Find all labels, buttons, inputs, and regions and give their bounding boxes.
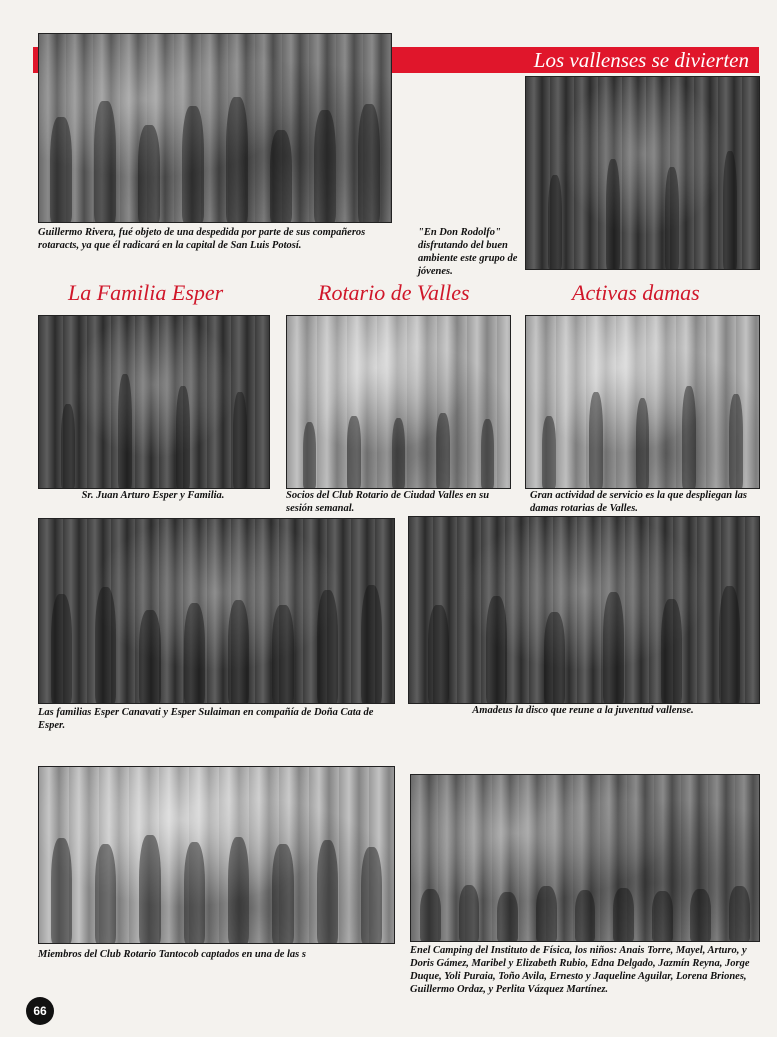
caption-esper: Sr. Juan Arturo Esper y Familia. xyxy=(81,490,225,501)
heading-familia-esper: La Familia Esper xyxy=(68,280,224,305)
heading-activas-damas: Activas damas xyxy=(572,280,700,305)
page-number: 66 xyxy=(26,997,54,1025)
caption-actividad: Gran actividad de servicio es la que despliegan las damas rotarias de Valles. xyxy=(530,490,747,514)
photo-esper-familia xyxy=(38,315,270,489)
caption-familias: Las familias Esper Canavati y Esper Sulaiman en compañía de Doña Cata de Esper. xyxy=(38,707,374,731)
photo-socios-rotario xyxy=(286,315,511,489)
caption-socios: Socios del Club Rotario de Ciudad Valles en su sesión semanal. xyxy=(286,490,490,514)
photo-don-rodolfo xyxy=(525,76,760,270)
caption-miembros: Miembros del Club Rotario Tantocob captados en una de las s xyxy=(38,949,306,960)
photo-familias-esper xyxy=(38,518,395,704)
caption-amadeus: Amadeus la disco que reune a la juventud vallense. xyxy=(472,705,694,716)
photo-camping-fisica xyxy=(410,774,760,942)
section-banner: Los vallenses se divierten xyxy=(390,47,759,73)
caption-rodolfo: "En Don Rodolfo" disfrutando del buen ambiente este grupo de jóvenes. xyxy=(418,227,518,277)
photo-damas-rotarias xyxy=(525,315,760,489)
photo-guillermo-despedida xyxy=(38,33,392,223)
heading-rotario-valles: Rotario de Valles xyxy=(318,280,470,305)
caption-camping: Enel Camping del Instituto de Física, los niños: Anais Torre, Mayel, Arturo, y Doris Gámez, Maribel y Elizabeth Rubio, Edna Delgado, Jazmín Reyna, Jorge Duque, Yoli Puraia, Toño Avila, Ernesto y Jaqueline Aguilar, Lorena Briones, Guillermo Ordaz, y Perlita Vázquez Martínez. xyxy=(410,945,750,995)
photo-club-tantocob xyxy=(38,766,395,944)
photo-amadeus-disco xyxy=(408,516,760,704)
caption-guillermo: Guillermo Rivera, fué objeto de una despedida por parte de sus compañeros rotaracts, ya que él radicará en la capital de San Luis Potosí. xyxy=(38,227,366,251)
